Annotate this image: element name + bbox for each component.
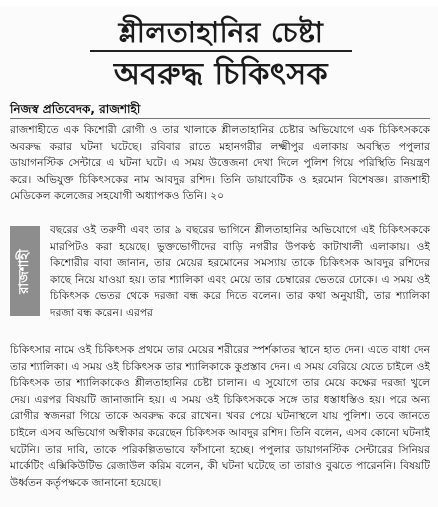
article-paragraph-2: বছরের ওই তরুণী এবং তার ৯ বছরের ভাগিনে শ্লীলতাহানির অভিযোগে এই চিকিৎসককে মারপিটও করা হয়েছে। ভুক্তভোগীদের বাড়ি নগরীর উপকণ্ঠ কাটাখালী এলাকায়। ওই কিশোরীর বাবা জানান, তার মেয়ের হরমোনের সমস্যায় তাকে চিকিৎসক আবদুর রশিদের কাছে নিয়ে যাওয়া হয়। তার শ্যালিকা এবং মেয়ে তার চেম্বারের ভেতরে ঢোকে। এ সময় ওই চিকিৎসক ভেতর থেকে দরজা বন্ধ করে দিতে বলেন। তার কথা অনুযায়ী, তার শ্যালিকা দরজা বন্ধ করেন। এরপর bbox=[50, 224, 430, 319]
byline bbox=[10, 100, 430, 119]
article-paragraph-3: চিকিৎসার নামে ওই চিকিৎসক প্রথমে তার মেয়ের শরীরের স্পর্শকাতর স্থানে হাত দেন। এতে বাধা দেন তার শ্যালিকা। এ সময় ওই চিকিৎসক তার শ্যালিকাকে কুপ্রস্তাব দেন। এ সময় বেরিয়ে যেতে চাইলে ওই চিকিৎসক তার শ্যালিকাকেও শ্লীলতাহানির চেষ্টা চালান। এ সুযোগে তার মেয়ে কক্ষের দরজা খুলে দেয়। এরপর বিষয়টি জানাজানি হয়। এ সময় ওই চিকিৎসককে সঙ্গে তার ধস্তাধস্তিও হয়। পরে অন্য রোগীর স্বজনরা গিয়ে তাকে অবরুদ্ধ করে রাখেন। খবর পেয়ে ঘটনাস্থলে যায় পুলিশ। তবে জানতে চাইলে এসব অভিযোগ অস্বীকার করেছেন চিকিৎসক আবদুর রশিদ। তিনি বলেন, এসব কোনো ঘটনাই ঘটেনি। তার দাবি, তাকে পরিকল্পিতভাবে ফাঁসানো হচ্ছে। পপুলার ডায়াগনস্টিক সেন্টারের সিনিয়র মার্কেটিং এক্সিকিউটিভ রেজাউল করিম বলেন, কী ঘটনা ঘটেছে তা তারাও বুঝতে পারেননি। বিষয়টি উর্ধ্বতন কর্তৃপক্ষকে জানানো হয়েছে। bbox=[10, 344, 430, 489]
headline-line-1-text: শ্লীলতাহানির চেষ্টা bbox=[118, 16, 324, 49]
headline-line-2-text: অবরুদ্ধ চিকিৎসক bbox=[113, 57, 329, 92]
headline-line-2 bbox=[110, 56, 332, 94]
article-paragraph-1: রাজশাহীতে এক কিশোরী রোগী ও তার খালাকে শ্লীলতাহানির চেষ্টার অভিযোগে এক চিকিৎসককে অবরুদ্ধ করার ঘটনা ঘটেছে। রবিবার রাতে মহানগরীর লক্ষ্মীপুর এলাকায় অবস্থিত পপুলার ডায়াগনস্টিক সেন্টারে এ ঘটনা ঘটে। এ সময় উত্তেজনা দেখা দিলে পুলিশ গিয়ে পরিস্থিতি নিয়ন্ত্রণ করে। অভিযুক্ত চিকিৎসকের নাম আবদুর রশিদ। তিনি ডায়াবেটিক ও হরমোন বিশেষজ্ঞ। রাজশাহী মেডিকেল কলেজের সহযোগী অধ্যাপকও তিনি। ২০ bbox=[10, 124, 430, 203]
byline-text: নিজস্ব প্রতিবেদক, রাজশাহী bbox=[10, 102, 141, 116]
top-strip-text bbox=[10, 0, 130, 5]
article-body bbox=[10, 122, 430, 502]
headline-line-1 bbox=[90, 16, 352, 52]
section-tag-text: রাজশাহী bbox=[16, 248, 32, 294]
section-tag bbox=[10, 226, 40, 316]
